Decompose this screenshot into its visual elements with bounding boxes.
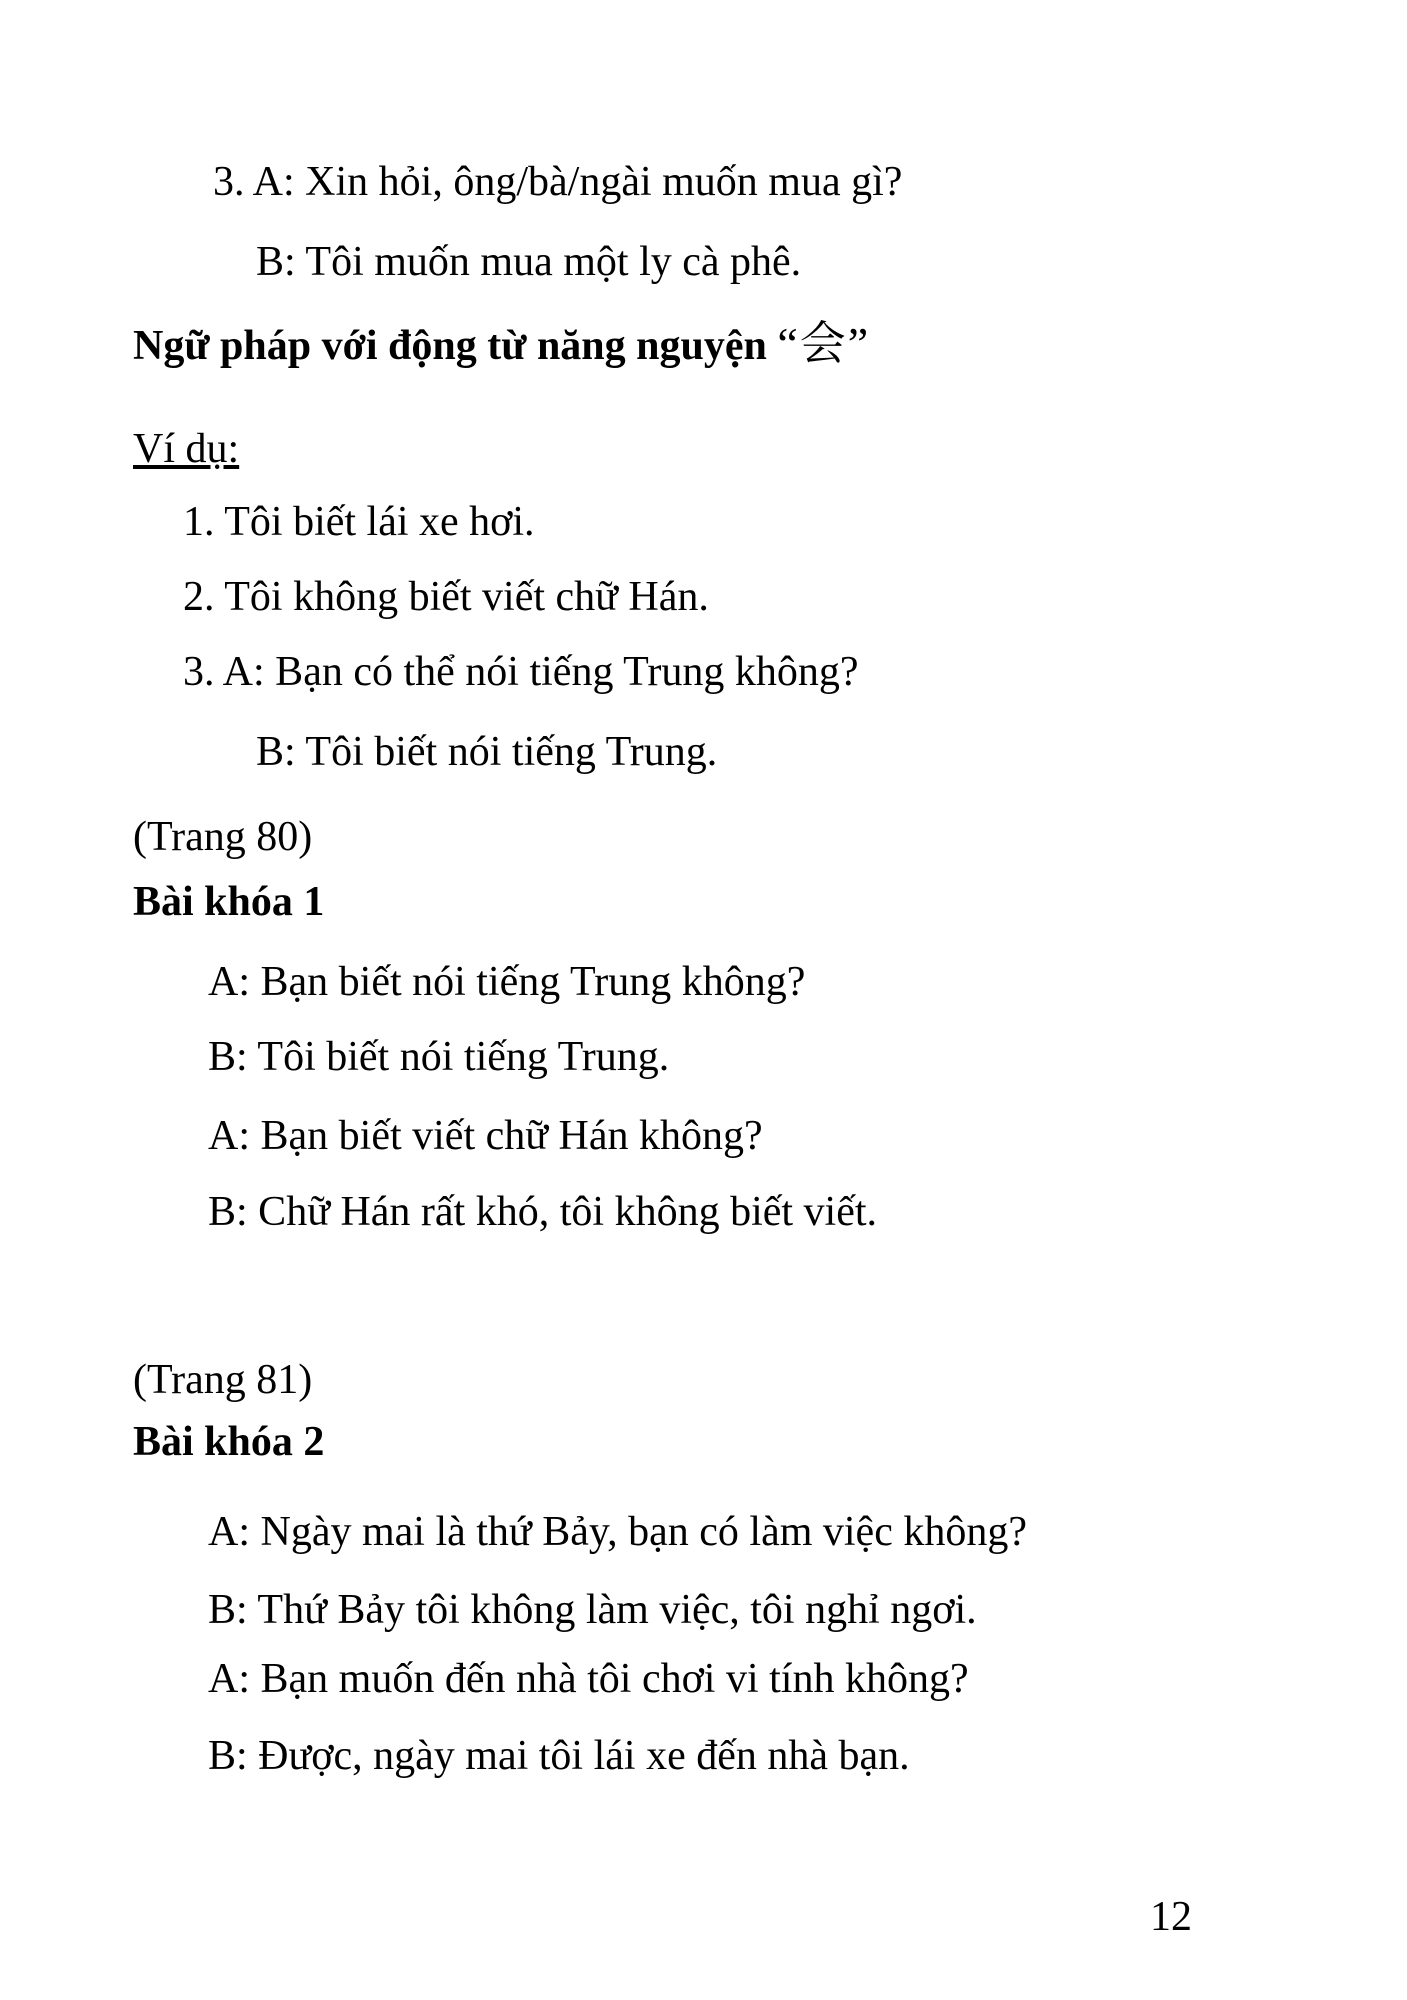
example-item-3b: B: Tôi biết nói tiếng Trung. <box>256 729 718 775</box>
example-item-3a: 3. A: Bạn có thể nói tiếng Trung không? <box>183 649 859 695</box>
lesson1-dialog-line: A: Bạn biết nói tiếng Trung không? <box>208 959 806 1005</box>
lesson2-title: Bài khóa 2 <box>133 1419 325 1465</box>
exercise3-line-a: 3. A: Xin hỏi, ông/bà/ngài muốn mua gì? <box>213 159 903 205</box>
lesson2-dialog-line: A: Ngày mai là thứ Bảy, bạn có làm việc không? <box>208 1509 1027 1555</box>
lesson2-dialog-line: B: Thứ Bảy tôi không làm việc, tôi nghỉ ngơi. <box>208 1587 977 1633</box>
page-number: 12 <box>1150 1894 1192 1940</box>
exercise3-line-b: B: Tôi muốn mua một ly cà phê. <box>256 239 802 285</box>
page-reference-81: (Trang 81) <box>133 1357 313 1403</box>
grammar-heading <box>133 318 870 371</box>
lesson1-dialog-line: A: Bạn biết viết chữ Hán không? <box>208 1113 763 1159</box>
grammar-heading-chinese-character: “会” <box>777 318 871 369</box>
grammar-heading-text: Ngữ pháp với động từ năng nguyện <box>133 323 767 369</box>
lesson1-dialog-line: B: Tôi biết nói tiếng Trung. <box>208 1034 670 1080</box>
lesson2-dialog-line: B: Được, ngày mai tôi lái xe đến nhà bạn. <box>208 1733 910 1779</box>
example-section-label: Ví dụ: <box>133 426 240 472</box>
lesson2-dialog-line: A: Bạn muốn đến nhà tôi chơi vi tính không? <box>208 1656 969 1702</box>
example-item-2: 2. Tôi không biết viết chữ Hán. <box>183 574 709 620</box>
lesson1-title: Bài khóa 1 <box>133 879 325 925</box>
page-reference-80: (Trang 80) <box>133 814 313 860</box>
lesson1-dialog-line: B: Chữ Hán rất khó, tôi không biết viết. <box>208 1189 878 1235</box>
example-item-1: 1. Tôi biết lái xe hơi. <box>183 499 535 545</box>
